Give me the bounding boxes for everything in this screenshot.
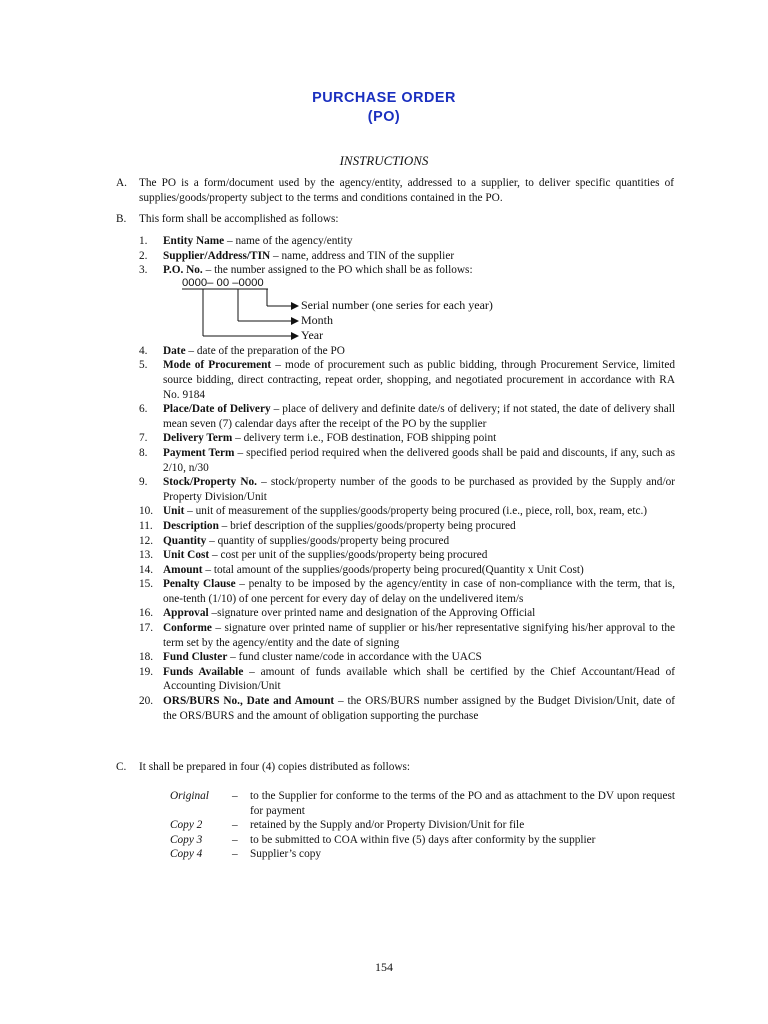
copy-row: Copy 2 – retained by the Supply and/or Property Division/Unit for file (170, 818, 675, 833)
copy-description: to the Supplier for conforme to the terms of the PO and as attachment to the DV upon request for payment (250, 790, 675, 817)
list-item: 7. Delivery Term – delivery term i.e., FOB destination, FOB shipping point (139, 432, 497, 445)
list-item: 6. Place/Date of Delivery – place of delivery and definite date/s of delivery; if not stated, the date of delivery shall mean seven (7) calendar days after the receipt of the PO by the supplier (139, 403, 675, 430)
list-item: 13. Unit Cost – cost per unit of the supplies/goods/property being procured (139, 549, 488, 562)
section-c (116, 760, 674, 775)
copies-distribution (170, 789, 675, 862)
po-format-connectors (163, 278, 313, 344)
page-number: 154 (375, 960, 393, 974)
document-abbreviation: (PO) (367, 109, 401, 125)
po-format-year-label: Year (301, 327, 324, 342)
list-item: 9. Stock/Property No. – stock/property number of the goods to be purchased as provided by the Supply and/or Property Division/Unit (139, 476, 675, 503)
title-block (0, 89, 768, 169)
copy-row: Copy 3 – to be submitted to COA within five (5) days after conformity by the supplier (170, 833, 675, 848)
copy-name: Copy 4 (170, 848, 203, 861)
section-letter: A. (116, 177, 127, 189)
list-item: 1. Entity Name – name of the agency/entity (139, 235, 353, 247)
section-letter: B. (116, 213, 127, 225)
instruction-list (139, 234, 675, 723)
po-format-serial-label: Serial number (one series for each year) (301, 297, 493, 312)
section-text: The PO is a form/document used by the agency/entity, addressed to a supplier, to deliver specific quantities of supplies/goods/property subject to the terms and conditions contained in the PO. (139, 177, 674, 204)
list-item: 16. Approval –signature over printed name and designation of the Approving Official (139, 607, 536, 620)
po-format-month-label: Month (301, 312, 334, 327)
list-item: 3. P.O. No. – the number assigned to the PO which shall be as follows: 0000– 00 –0000 Serial number (one series for each year) Month Year (139, 263, 675, 344)
list-item: 10. Unit – unit of measurement of the supplies/goods/property being procured (i.e., piece, roll, box, ream, etc.) (139, 505, 648, 518)
list-item: 11. Description – brief description of the supplies/goods/property being procured (139, 519, 516, 532)
copy-description: Supplier’s copy (250, 848, 322, 861)
section-b (116, 212, 674, 227)
list-item: 14. Amount – total amount of the supplies/goods/property being procured(Quantity x Unit Cost) (139, 563, 584, 576)
section-letter: C. (116, 761, 127, 773)
copy-description: retained by the Supply and/or Property Division/Unit for file (250, 819, 525, 832)
section-text: It shall be prepared in four (4) copies distributed as follows: (139, 761, 411, 773)
po-number-pattern: 0000– 00 –0000 (182, 276, 264, 289)
copy-name: Copy 3 (170, 833, 203, 846)
list-item: 12. Quantity – quantity of supplies/goods/property being procured (139, 534, 450, 547)
section-a (116, 176, 674, 205)
list-item: 2. Supplier/Address/TIN – name, address and TIN of the supplier (139, 249, 455, 262)
copy-name: Original (170, 790, 209, 802)
copy-name: Copy 2 (170, 819, 203, 832)
list-item: 15. Penalty Clause – penalty to be imposed by the agency/entity in case of non-compliance with the term, that is, one-tenth (1/10) of one percent for every day of delay on the undelivered item/s (139, 578, 676, 605)
copy-row: Copy 4 – Supplier’s copy (170, 847, 675, 862)
list-item: 20. ORS/BURS No., Date and Amount – the ORS/BURS number assigned by the Budget Division/Unit, date of the ORS/BURS and the amount of obligation supporting the purchase (139, 695, 675, 722)
list-item: 17. Conforme – signature over printed name of supplier or his/her representative signifying his/her approval to the term set by the agency/entity and the date of signing (139, 622, 675, 649)
document-title: PURCHASE ORDER (312, 90, 456, 106)
list-item: 4. Date – date of the preparation of the PO (139, 344, 345, 357)
section-text: This form shall be accomplished as follows: (139, 213, 339, 225)
list-item: 18. Fund Cluster – fund cluster name/code in accordance with the UACS (139, 651, 482, 664)
list-item: 8. Payment Term – specified period required when the delivered goods shall be paid and discounts, if any, such as 2/10, n/30 (139, 446, 675, 474)
po-number-format-diagram (163, 278, 675, 344)
copy-row: Original – to the Supplier for conforme to the terms of the PO and as attachment to the DV upon request for payment (170, 790, 675, 817)
list-item: 19. Funds Available – amount of funds available which shall be certified by the Chief Accountant/Head of Accounting Division/Unit (139, 665, 675, 693)
list-item: 5. Mode of Procurement – mode of procurement such as public bidding, through Procurement Service, limited source bidding, direct contracting, repeat order, shopping, and negotiated procurement in accordance with RA No. 9184 (139, 359, 675, 401)
copy-description: to be submitted to COA within five (5) days after conformity by the supplier (250, 833, 596, 846)
document-subtitle: INSTRUCTIONS (339, 153, 429, 168)
